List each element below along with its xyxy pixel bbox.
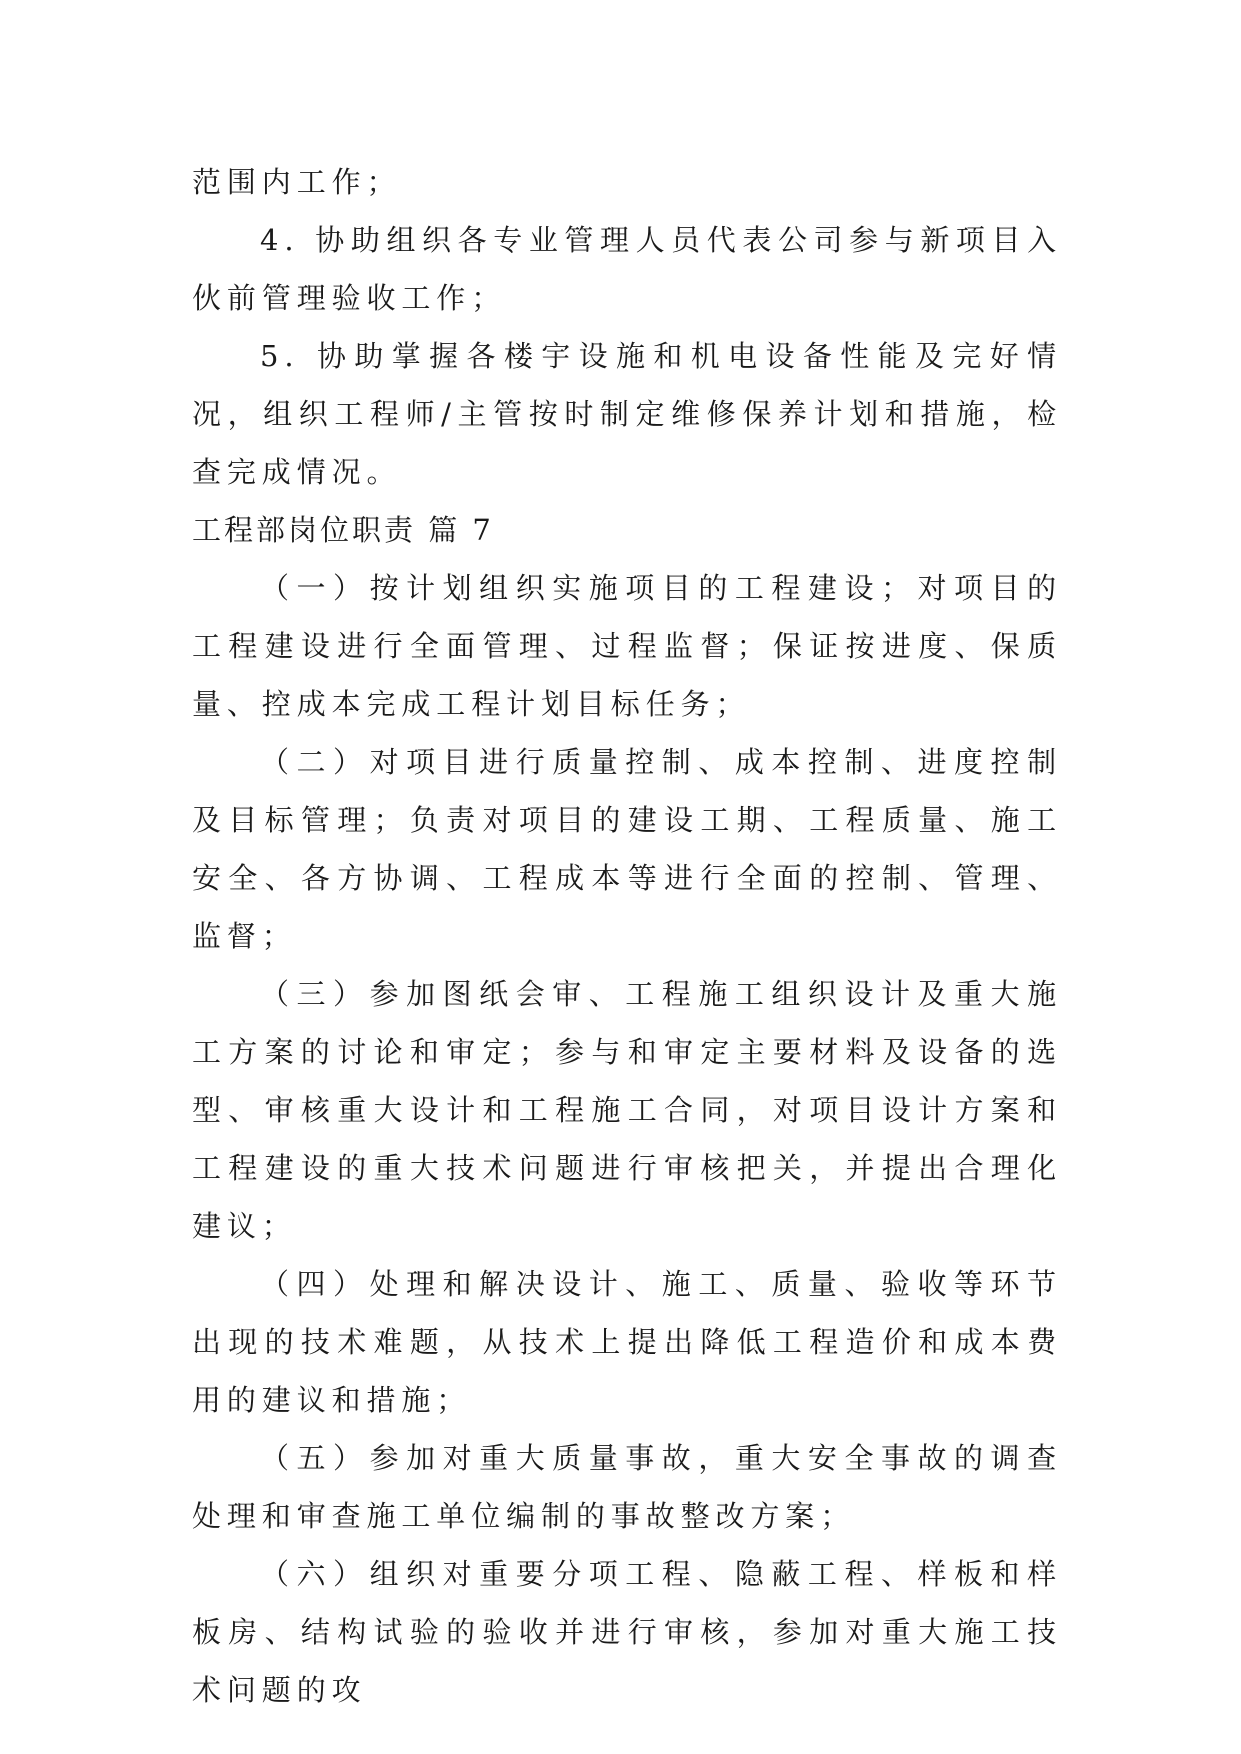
paragraph-duty-2: （二）对项目进行质量控制、成本控制、进度控制及目标管理；负责对项目的建设工期、工程质量、施工安全、各方协调、工程成本等进行全面的控制、管理、监督； bbox=[192, 745, 1062, 953]
paragraph-item-5: 5. 协助掌握各楼宇设施和机电设备性能及完好情况，组织工程师/主管按时制定维修保养计划和措施，检查完成情况。 bbox=[192, 339, 1062, 489]
paragraph-duty-4: （四）处理和解决设计、施工、质量、验收等环节出现的技术难题，从技术上提出降低工程造价和成本费用的建议和措施； bbox=[192, 1267, 1062, 1417]
section-heading: 工程部岗位职责 篇 7 bbox=[192, 513, 494, 547]
document-body bbox=[192, 153, 1062, 1719]
paragraph-duty-6: （六）组织对重要分项工程、隐蔽工程、样板和样板房、结构试验的验收并进行审核，参加对重大施工技术问题的攻 bbox=[192, 1557, 1062, 1707]
paragraph-duty-1: （一）按计划组织实施项目的工程建设；对项目的工程建设进行全面管理、过程监督；保证按进度、保质量、控成本完成工程计划目标任务； bbox=[192, 571, 1062, 721]
paragraph-item-4: 4. 协助组织各专业管理人员代表公司参与新项目入伙前管理验收工作； bbox=[192, 223, 1062, 315]
paragraph-continuation: 范围内工作； bbox=[192, 165, 402, 199]
paragraph-duty-5: （五）参加对重大质量事故，重大安全事故的调查处理和审查施工单位编制的事故整改方案； bbox=[192, 1441, 1062, 1533]
paragraph-duty-3: （三）参加图纸会审、工程施工组织设计及重大施工方案的讨论和审定；参与和审定主要材料及设备的选型、审核重大设计和工程施工合同，对项目设计方案和工程建设的重大技术问题进行审核把关，并提出合理化建议； bbox=[192, 977, 1062, 1243]
